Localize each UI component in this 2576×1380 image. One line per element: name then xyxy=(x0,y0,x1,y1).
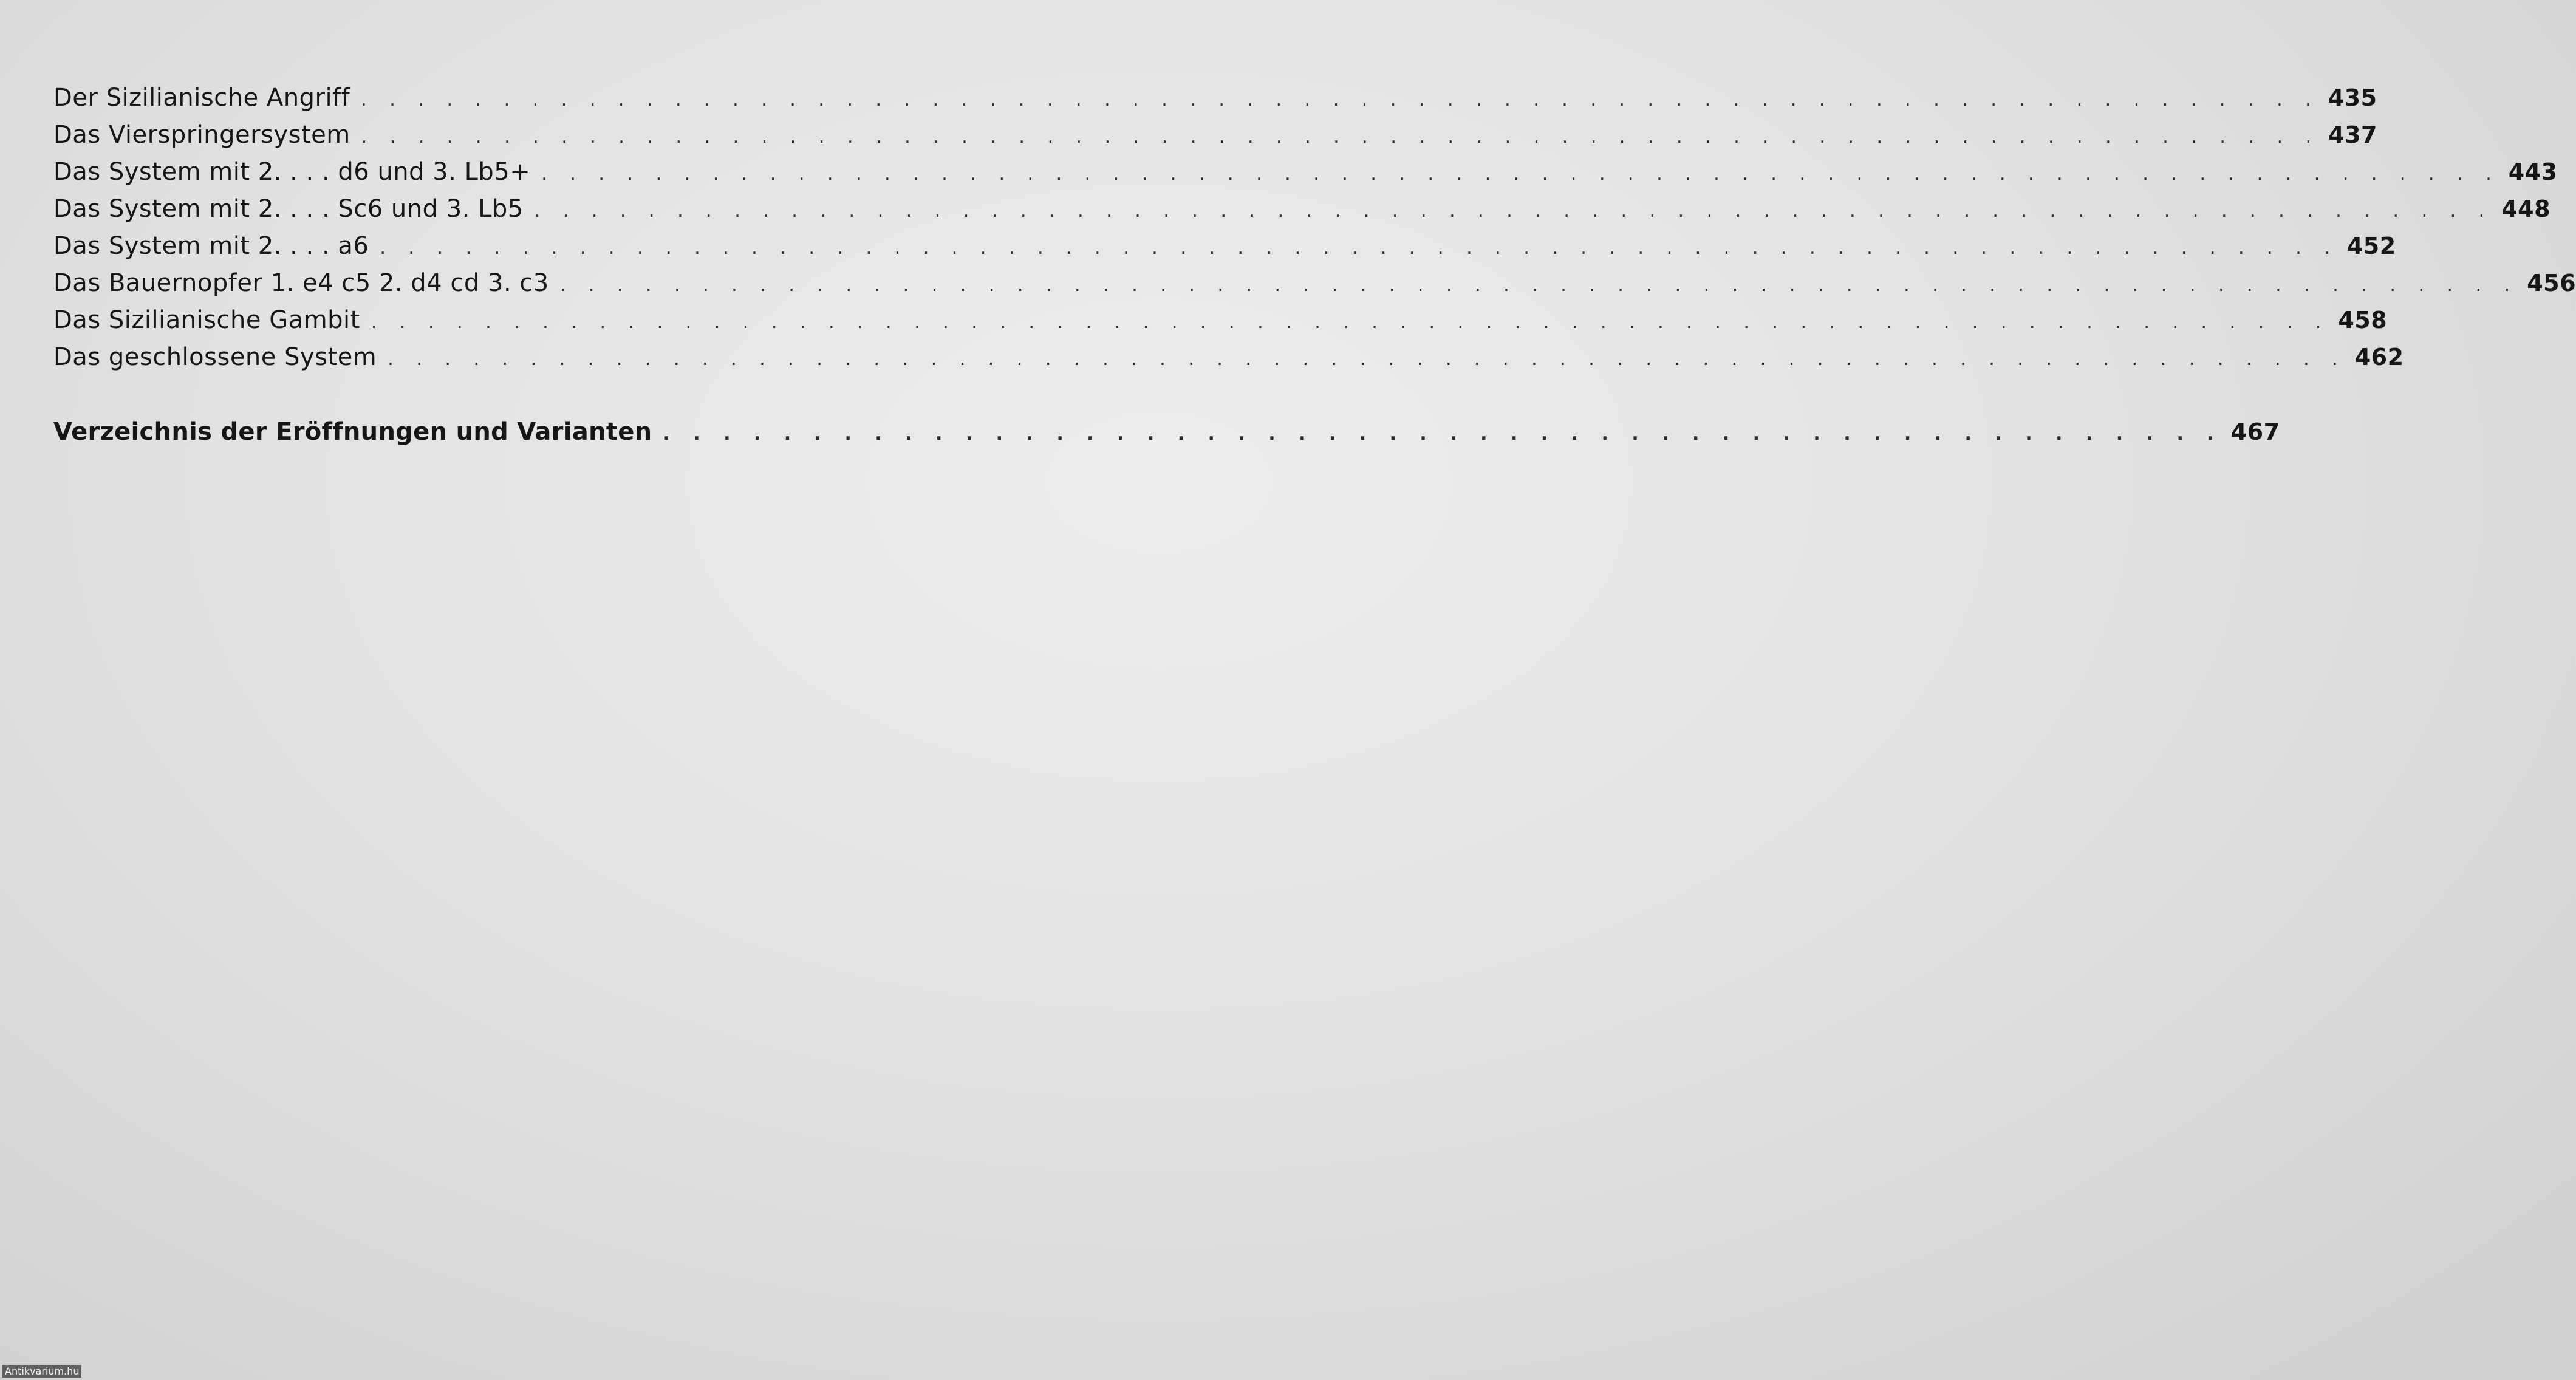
dot-leader: . . . . . . . . . . . . . . . . . . . . . . . . . . . . . . . . . . . . . . . . . . . . . . . . . . . . . . . . . . . . . . . . . . . . . xyxy=(559,275,2519,296)
bleed-through-texture xyxy=(49,377,996,1288)
watermark: Antikvarium.hu xyxy=(2,1365,81,1378)
table-of-contents xyxy=(53,84,2576,455)
toc-entry-page: 443 xyxy=(2508,159,2558,185)
dot-leader: . . . . . . . . . . . . . . . . . . . . . . . . . . . . . . . . . . . . . . . . . . . . . . . . . . . . . . . . . . . . . . . . . . . . . xyxy=(361,126,2320,148)
toc-main-entry-title: Verzeichnis der Eröffnungen und Varianten xyxy=(53,418,652,446)
dot-leader: . . . . . . . . . . . . . . . . . . . . . . . . . . . . . . . . . . . . . . . . . . . . . . . . . . . . . . . . . . . . . . . . . . . . . xyxy=(361,89,2320,111)
toc-entry[interactable] xyxy=(53,84,2377,121)
dot-leader: . . . . . . . . . . . . . . . . . . . . . . . . . . . . . . . . . . . . . . . . . . . . . . . . . . . . . . . . . . . . . . . . . . . . . xyxy=(388,349,2346,370)
toc-entry-page: 452 xyxy=(2346,233,2396,259)
dot-leader: . . . . . . . . . . . . . . . . . . . . . . . . . . . . . . . . . . . . . . . . . . . . . . . . . . . . . . . . . . . . . . . . . . . . . xyxy=(534,200,2493,222)
toc-entry-page: 448 xyxy=(2501,196,2551,222)
toc-main-entry-page: 467 xyxy=(2230,418,2280,445)
toc-entry-page: 456 xyxy=(2527,270,2576,296)
toc-entry-title: Das Bauernopfer 1. e4 c5 2. d4 cd 3. c3 xyxy=(53,269,549,297)
toc-entry[interactable] xyxy=(53,343,2404,380)
toc-entry-title: Das System mit 2. . . . d6 und 3. Lb5+ xyxy=(53,158,531,186)
toc-entry-title: Das System mit 2. . . . a6 xyxy=(53,232,369,260)
dot-leader: . . . . . . . . . . . . . . . . . . . . . . . . . . . . . . . . . . . . . . . . . . . . . . . . . . . . . . . . . . . . . . . . . . . . . xyxy=(371,312,2330,333)
toc-entry[interactable] xyxy=(53,158,2558,195)
toc-entry-page: 437 xyxy=(2328,121,2377,148)
toc-entry-page: 435 xyxy=(2328,84,2377,111)
toc-entry[interactable] xyxy=(53,121,2377,158)
toc-entry-title: Das System mit 2. . . . Sc6 und 3. Lb5 xyxy=(53,195,524,223)
toc-entry-title: Der Sizilianische Angriff xyxy=(53,84,350,112)
dot-leader: . . . . . . . . . . . . . . . . . . . . . . . . . . . . . . . . . . . . . . . . . . . . . . . . . . . . . . . . . . . . . . . . . . . . . xyxy=(541,163,2500,185)
toc-entry-title: Das geschlossene System xyxy=(53,343,377,371)
toc-entry[interactable] xyxy=(53,195,2551,232)
toc-entry[interactable] xyxy=(53,269,2576,306)
toc-entry-title: Das Sizilianische Gambit xyxy=(53,306,360,334)
toc-entry-page: 458 xyxy=(2338,307,2388,333)
toc-entry-page: 462 xyxy=(2354,344,2404,371)
toc-entry-title: Das Vierspringersystem xyxy=(53,121,350,149)
toc-entry[interactable] xyxy=(53,232,2396,269)
toc-main-entry[interactable] xyxy=(53,418,2280,455)
dot-leader: . . . . . . . . . . . . . . . . . . . . . . . . . . . . . . . . . . . . . . . . . . . . . . . . . . . . . . . . . . . . . . . . . . . . . xyxy=(380,237,2339,259)
toc-entry[interactable] xyxy=(53,306,2388,343)
dot-leader: . . . . . . . . . . . . . . . . . . . . . . . . . . . . . . . . . . . . . . . . . . . . . . . . . . . . xyxy=(663,423,2222,445)
